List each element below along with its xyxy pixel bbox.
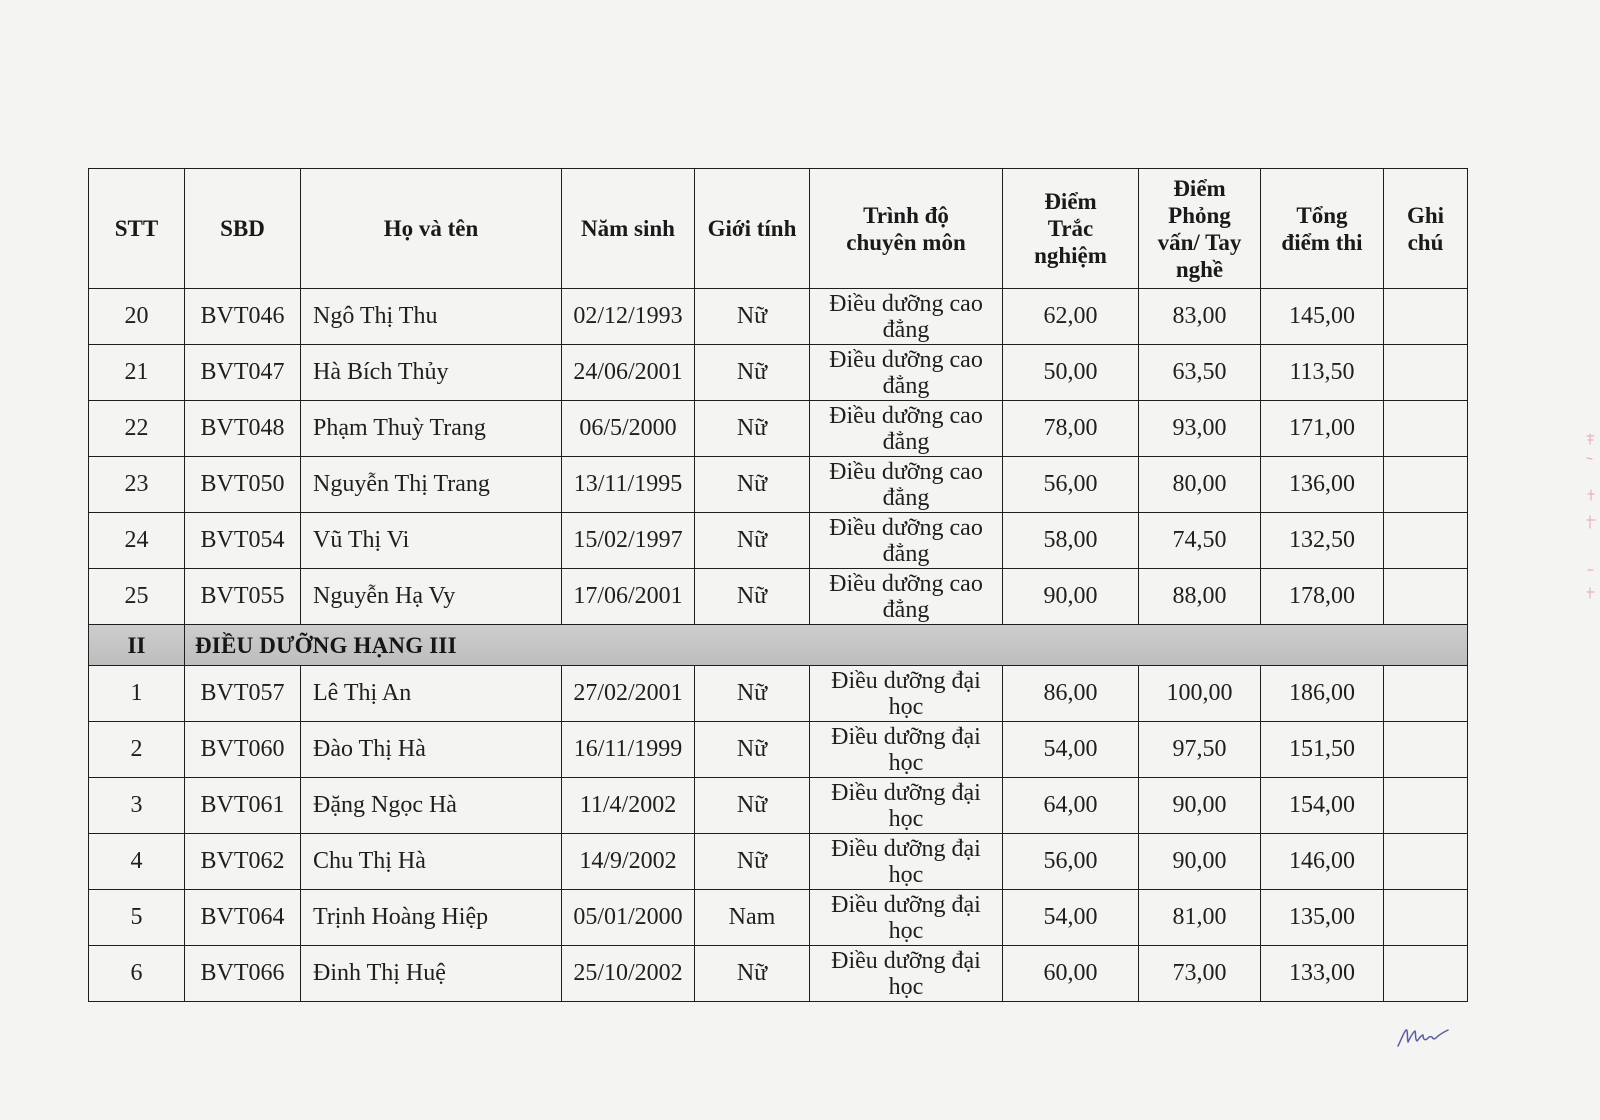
qualification-cell: Điều dưỡng đại học [810,890,1003,946]
table-row [89,890,1468,946]
interview-score-cell: 83,00 [1139,289,1261,345]
note-cell [1384,513,1468,569]
name-cell: Lê Thị An [301,666,562,722]
stt-cell: 20 [89,289,185,345]
note-cell [1384,345,1468,401]
test-score-cell: 58,00 [1003,513,1139,569]
note-cell [1384,890,1468,946]
dob-cell: 13/11/1995 [562,457,695,513]
stt-cell: 21 [89,345,185,401]
dob-cell: 06/5/2000 [562,401,695,457]
qualification-cell: Điều dưỡng cao đẳng [810,289,1003,345]
sbd-cell: BVT046 [185,289,301,345]
qualification-cell: Điều dưỡng đại học [810,666,1003,722]
name-cell: Chu Thị Hà [301,834,562,890]
qualification-cell: Điều dưỡng cao đẳng [810,345,1003,401]
name-cell: Hà Bích Thủy [301,345,562,401]
total-score-cell: 186,00 [1261,666,1384,722]
header-name: Họ và tên [301,169,562,289]
total-score-cell: 146,00 [1261,834,1384,890]
qualification-cell: Điều dưỡng đại học [810,722,1003,778]
total-score-cell: 136,00 [1261,457,1384,513]
total-score-cell: 132,50 [1261,513,1384,569]
sbd-cell: BVT060 [185,722,301,778]
name-cell: Đặng Ngọc Hà [301,778,562,834]
name-cell: Phạm Thuỳ Trang [301,401,562,457]
interview-score-cell: 97,50 [1139,722,1261,778]
name-cell: Nguyễn Thị Trang [301,457,562,513]
header-stt: STT [89,169,185,289]
test-score-cell: 54,00 [1003,722,1139,778]
dob-cell: 11/4/2002 [562,778,695,834]
name-cell: Đào Thị Hà [301,722,562,778]
table-row [89,569,1468,625]
qualification-cell: Điều dưỡng đại học [810,778,1003,834]
table-row [89,722,1468,778]
stt-cell: 2 [89,722,185,778]
test-score-cell: 50,00 [1003,345,1139,401]
table-row [89,345,1468,401]
stt-cell: 5 [89,890,185,946]
section-title: ĐIỀU DƯỠNG HẠNG III [185,625,1468,666]
total-score-cell: 154,00 [1261,778,1384,834]
interview-score-cell: 63,50 [1139,345,1261,401]
dob-cell: 27/02/2001 [562,666,695,722]
gender-cell: Nữ [695,666,810,722]
test-score-cell: 78,00 [1003,401,1139,457]
header-note: Ghi chú [1384,169,1468,289]
sbd-cell: BVT066 [185,946,301,1002]
gender-cell: Nữ [695,345,810,401]
stt-cell: 25 [89,569,185,625]
note-cell [1384,289,1468,345]
gender-cell: Nữ [695,289,810,345]
total-score-cell: 135,00 [1261,890,1384,946]
header-sbd: SBD [185,169,301,289]
gender-cell: Nữ [695,834,810,890]
sbd-cell: BVT050 [185,457,301,513]
signature-icon [1396,1024,1450,1050]
header-interview-score: Điểm Phỏng vấn/ Tay nghề [1139,169,1261,289]
gender-cell: Nữ [695,401,810,457]
results-table [88,168,1468,1002]
dob-cell: 24/06/2001 [562,345,695,401]
gender-cell: Nữ [695,946,810,1002]
sbd-cell: BVT047 [185,345,301,401]
sbd-cell: BVT062 [185,834,301,890]
qualification-cell: Điều dưỡng đại học [810,946,1003,1002]
stt-cell: 4 [89,834,185,890]
gender-cell: Nữ [695,778,810,834]
header-dob: Năm sinh [562,169,695,289]
interview-score-cell: 74,50 [1139,513,1261,569]
sbd-cell: BVT061 [185,778,301,834]
edge-stamp-marks [1584,432,1598,608]
stt-cell: 1 [89,666,185,722]
test-score-cell: 60,00 [1003,946,1139,1002]
gender-cell: Nữ [695,569,810,625]
stt-cell: 22 [89,401,185,457]
name-cell: Trịnh Hoàng Hiệp [301,890,562,946]
table-row [89,457,1468,513]
stt-cell: 6 [89,946,185,1002]
sbd-cell: BVT048 [185,401,301,457]
note-cell [1384,778,1468,834]
total-score-cell: 113,50 [1261,345,1384,401]
qualification-cell: Điều dưỡng cao đẳng [810,569,1003,625]
note-cell [1384,834,1468,890]
name-cell: Ngô Thị Thu [301,289,562,345]
interview-score-cell: 81,00 [1139,890,1261,946]
interview-score-cell: 80,00 [1139,457,1261,513]
interview-score-cell: 93,00 [1139,401,1261,457]
note-cell [1384,722,1468,778]
test-score-cell: 62,00 [1003,289,1139,345]
sbd-cell: BVT055 [185,569,301,625]
header-qualification: Trình độ chuyên môn [810,169,1003,289]
qualification-cell: Điều dưỡng cao đẳng [810,513,1003,569]
test-score-cell: 90,00 [1003,569,1139,625]
test-score-cell: 56,00 [1003,457,1139,513]
total-score-cell: 145,00 [1261,289,1384,345]
note-cell [1384,666,1468,722]
table-row [89,289,1468,345]
name-cell: Vũ Thị Vi [301,513,562,569]
qualification-cell: Điều dưỡng cao đẳng [810,457,1003,513]
section-number: II [89,625,185,666]
stt-cell: 23 [89,457,185,513]
interview-score-cell: 88,00 [1139,569,1261,625]
stt-cell: 24 [89,513,185,569]
header-row [89,169,1468,289]
table-row [89,834,1468,890]
gender-cell: Nam [695,890,810,946]
table-row [89,513,1468,569]
header-total-score: Tổng điểm thi [1261,169,1384,289]
table-row [89,946,1468,1002]
header-test-score: Điểm Trắc nghiệm [1003,169,1139,289]
header-gender: Giới tính [695,169,810,289]
sbd-cell: BVT057 [185,666,301,722]
dob-cell: 02/12/1993 [562,289,695,345]
dob-cell: 05/01/2000 [562,890,695,946]
total-score-cell: 178,00 [1261,569,1384,625]
total-score-cell: 133,00 [1261,946,1384,1002]
test-score-cell: 56,00 [1003,834,1139,890]
gender-cell: Nữ [695,513,810,569]
note-cell [1384,946,1468,1002]
qualification-cell: Điều dưỡng cao đẳng [810,401,1003,457]
sbd-cell: BVT064 [185,890,301,946]
interview-score-cell: 100,00 [1139,666,1261,722]
stt-cell: 3 [89,778,185,834]
dob-cell: 15/02/1997 [562,513,695,569]
section-row [89,625,1468,666]
test-score-cell: 54,00 [1003,890,1139,946]
note-cell [1384,401,1468,457]
table-row [89,666,1468,722]
test-score-cell: 64,00 [1003,778,1139,834]
interview-score-cell: 90,00 [1139,778,1261,834]
table-row [89,401,1468,457]
qualification-cell: Điều dưỡng đại học [810,834,1003,890]
total-score-cell: 171,00 [1261,401,1384,457]
dob-cell: 16/11/1999 [562,722,695,778]
gender-cell: Nữ [695,457,810,513]
name-cell: Đinh Thị Huệ [301,946,562,1002]
dob-cell: 14/9/2002 [562,834,695,890]
gender-cell: Nữ [695,722,810,778]
dob-cell: 25/10/2002 [562,946,695,1002]
interview-score-cell: 73,00 [1139,946,1261,1002]
note-cell [1384,457,1468,513]
table-row [89,778,1468,834]
note-cell [1384,569,1468,625]
dob-cell: 17/06/2001 [562,569,695,625]
sbd-cell: BVT054 [185,513,301,569]
name-cell: Nguyễn Hạ Vy [301,569,562,625]
test-score-cell: 86,00 [1003,666,1139,722]
interview-score-cell: 90,00 [1139,834,1261,890]
total-score-cell: 151,50 [1261,722,1384,778]
